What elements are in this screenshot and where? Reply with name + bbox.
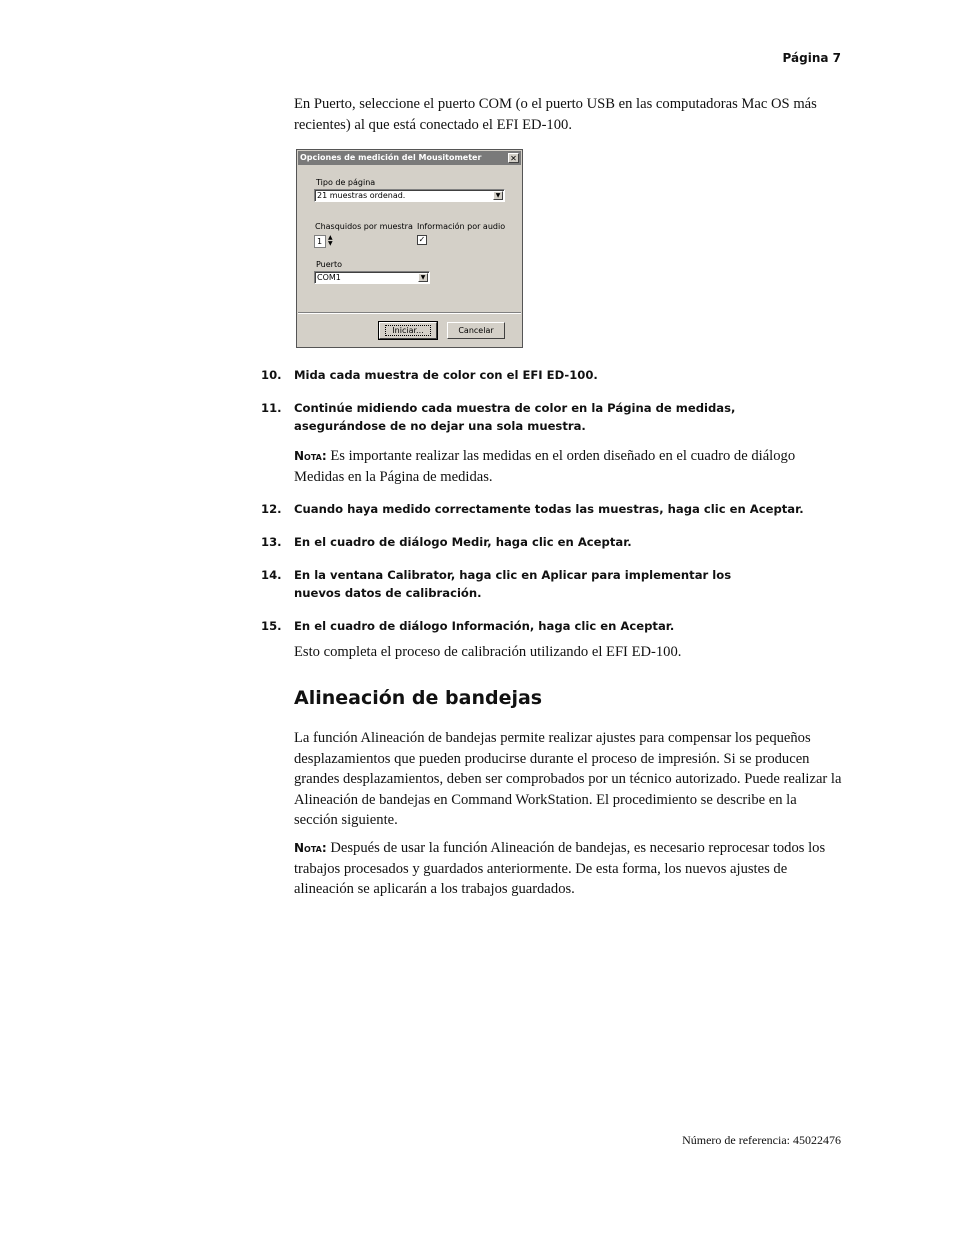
note-text: Después de usar la función Alineación de bandejas, es necesario reprocesar todos los trabajos procesados y guardados anteriormente. De esta forma, los nuevos ajustes de alineación se aplicarán a los trabajos guardados. [294,840,826,897]
cancel-button[interactable]: Cancelar [447,322,505,339]
page-type-label: Tipo de página [316,178,376,187]
checks-per-sample-stepper[interactable] [314,235,326,248]
step-12 [261,500,842,518]
intro-paragraph: En Puerto, seleccione el puerto COM (o el puerto USB en las computadoras Mac OS más recientes) al que está conectado el EFI ED-100. [294,96,817,133]
step-14 [261,566,781,602]
step-11 [261,399,801,435]
step-number: 12. [261,502,282,516]
footer-reference: Número de referencia: 45022476 [682,1133,841,1147]
dialog-separator [298,312,521,314]
note-label: Nota: [294,841,327,855]
port-select[interactable] [314,271,430,284]
section-paragraph: La función Alineación de bandejas permite realizar ajustes para compensar los pequeños desplazamientos que pueden producirse durante el proceso de impresión. Si se producen grandes desplazamientos, deben ser comprobados por un técnico autorizado. Puede realizar la Alineación de bandejas en Command WorkStation. El procedimiento se describe en la sección siguiente. [294,730,842,828]
section-heading: Alineación de bandejas [294,687,543,709]
note-label: Nota: [294,449,327,463]
measurement-options-dialog [296,149,523,348]
dialog-title-bar [298,151,521,165]
step-number: 14. [261,568,282,582]
checkmark-icon: ✓ [418,235,426,244]
start-button-label: Iniciar... [385,325,430,336]
completion-text: Esto completa el proceso de calibración utilizando el EFI ED-100. [294,644,682,660]
checks-per-sample-value: 1 [317,237,323,246]
spin-up-icon[interactable]: ▲ [328,234,333,241]
audio-info-checkbox[interactable] [417,235,427,245]
start-button[interactable] [379,322,437,339]
step-number: 15. [261,619,282,633]
chevron-down-icon[interactable]: ▼ [493,191,503,200]
step-text: En el cuadro de diálogo Medir, haga clic en Aceptar. [294,535,632,549]
step-text: En la ventana Calibrator, haga clic en Aplicar para implementar los nuevos datos de calibración. [294,568,732,600]
port-label: Puerto [316,260,342,269]
step-10 [261,366,842,384]
step-15 [261,617,842,635]
step-13 [261,533,842,551]
step-number: 11. [261,401,282,415]
checks-per-sample-label: Chasquidos por muestra [315,222,413,231]
port-value: COM1 [317,273,341,282]
step-text: Mida cada muestra de color con el EFI ED-100. [294,368,598,382]
chevron-down-icon[interactable]: ▼ [418,273,428,282]
note-measurement-order [294,446,842,487]
audio-info-label: Información por audio [417,222,506,231]
step-number: 10. [261,368,282,382]
page-type-select[interactable] [314,189,505,202]
step-text: Continúe midiendo cada muestra de color en la Página de medidas, asegurándose de no dejar una sola muestra. [294,401,736,433]
note-reprocess [294,838,842,900]
close-icon[interactable]: ✕ [508,153,519,163]
spin-down-icon[interactable]: ▼ [328,240,333,247]
page-number: Página 7 [782,51,841,65]
step-number: 13. [261,535,282,549]
page-type-value: 21 muestras ordenad. [317,191,406,200]
note-text: Es importante realizar las medidas en el orden diseñado en el cuadro de diálogo Medidas en la Página de medidas. [294,448,796,485]
step-text: Cuando haya medido correctamente todas las muestras, haga clic en Aceptar. [294,502,804,516]
dialog-title: Opciones de medición del Mousitometer [300,153,482,162]
step-text: En el cuadro de diálogo Información, haga clic en Aceptar. [294,619,675,633]
